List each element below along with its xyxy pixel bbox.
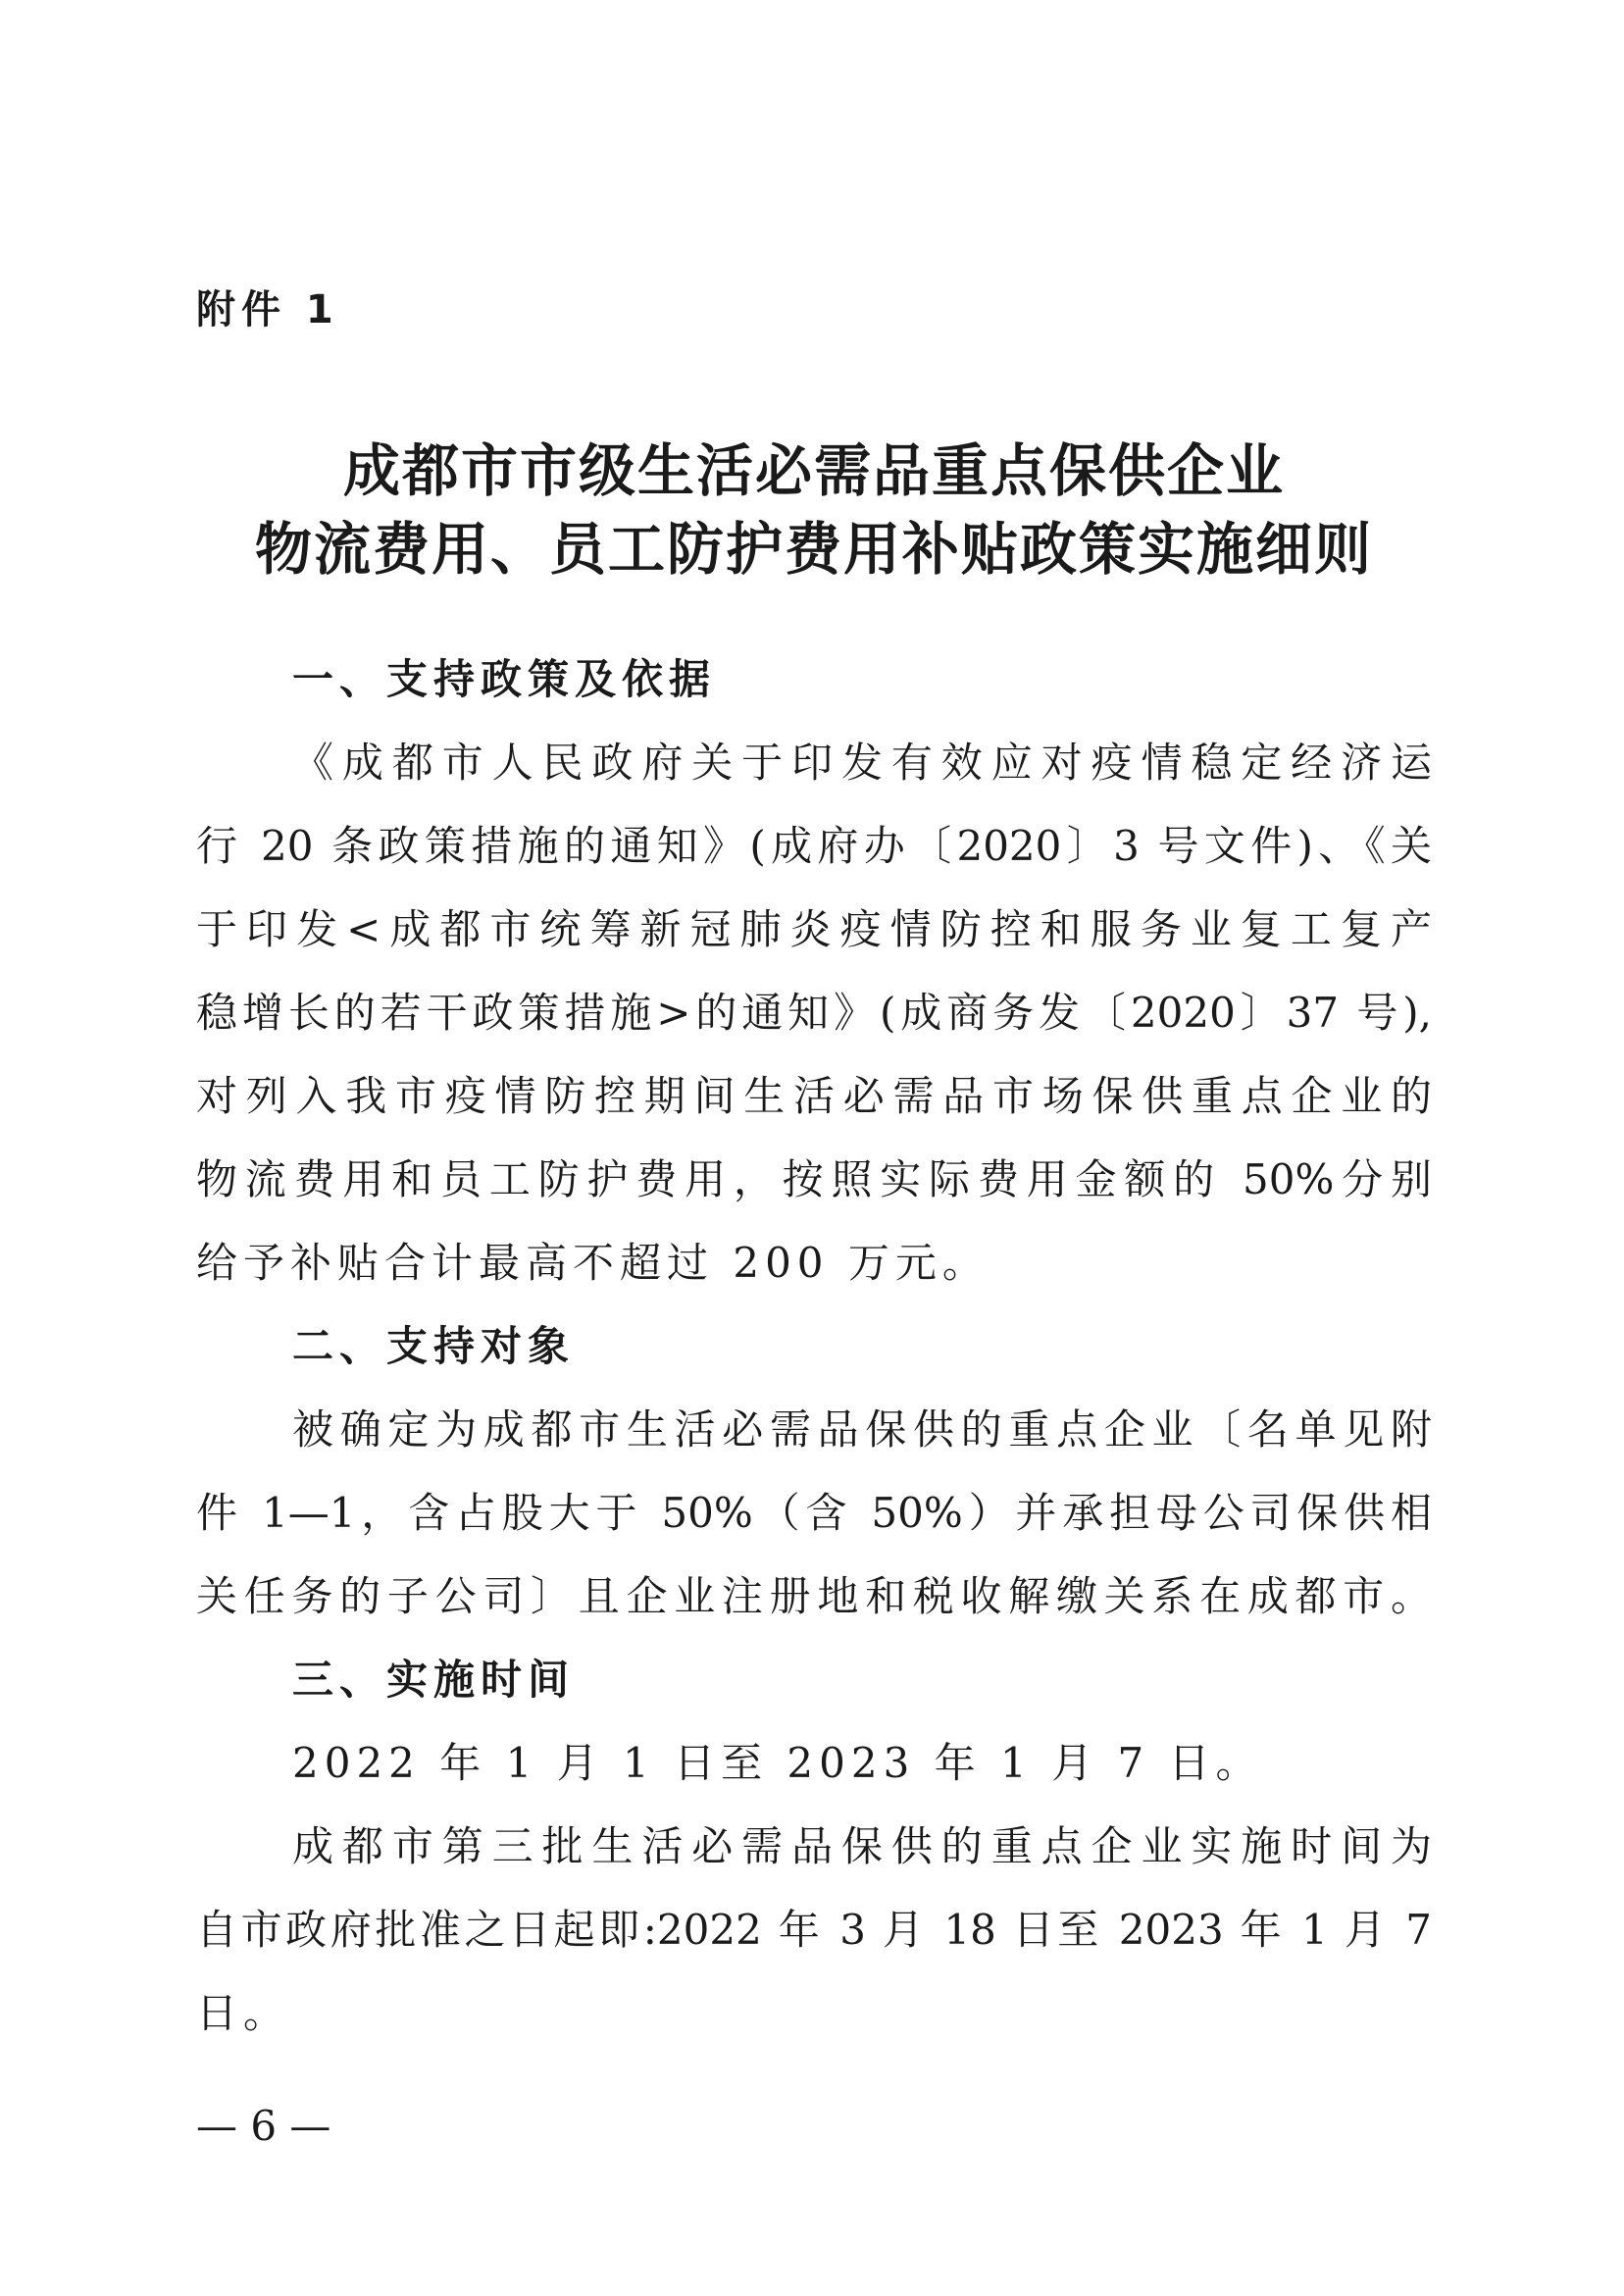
body-line: 成都市第三批生活必需品保供的重点企业实施时间为 xyxy=(292,1822,1432,1870)
document-title-line-2: 物流费用、员工防护费用补贴政策实施细则 xyxy=(254,516,1373,583)
body-line: 《成都市人民政府关于印发有效应对疫情稳定经济运 xyxy=(292,739,1432,787)
body-line: 自市政府批准之日起即:2022 年 3 月 18 日至 2023 年 1 月 7 xyxy=(196,1906,1432,1954)
document-title-line-1: 成都市市级生活必需品重点保供企业 xyxy=(342,437,1285,504)
body-line: 2022 年 1 月 1 日至 2023 年 1 月 7 日。 xyxy=(292,1739,1263,1787)
attachment-label: 附件 1 xyxy=(196,287,339,332)
body-line: 给予补贴合计最高不超过 200 万元。 xyxy=(196,1239,990,1287)
body-line: 行 20 条政策措施的通知》(成府办〔2020〕3 号文件)、《关 xyxy=(196,822,1432,870)
section-heading-support-target: 二、支持对象 xyxy=(292,1322,576,1370)
body-line: 关任务的子公司〕且企业注册地和税收解缴关系在成都市。 xyxy=(196,1572,1432,1620)
section-heading-policy-basis: 一、支持政策及依据 xyxy=(292,655,717,703)
body-line: 稳增长的若干政策措施>的通知》(成商务发〔2020〕37 号), xyxy=(196,989,1432,1037)
body-line: 对列入我市疫情防控期间生活必需品市场保供重点企业的 xyxy=(196,1072,1432,1120)
section-heading-implementation-time: 三、实施时间 xyxy=(292,1656,576,1704)
body-line: 于印发<成都市统筹新冠肺炎疫情防控和服务业复工复产 xyxy=(196,905,1432,953)
body-line: 物流费用和员工防护费用，按照实际费用金额的 50%分别 xyxy=(196,1155,1432,1203)
body-line: 日。 xyxy=(196,1989,291,2037)
body-line: 件 1—1，含占股大于 50%（含 50%）并承担母公司保供相 xyxy=(196,1489,1432,1537)
page-number: — 6 — xyxy=(196,2102,331,2150)
body-line: 被确定为成都市生活必需品保供的重点企业〔名单见附 xyxy=(292,1405,1432,1454)
